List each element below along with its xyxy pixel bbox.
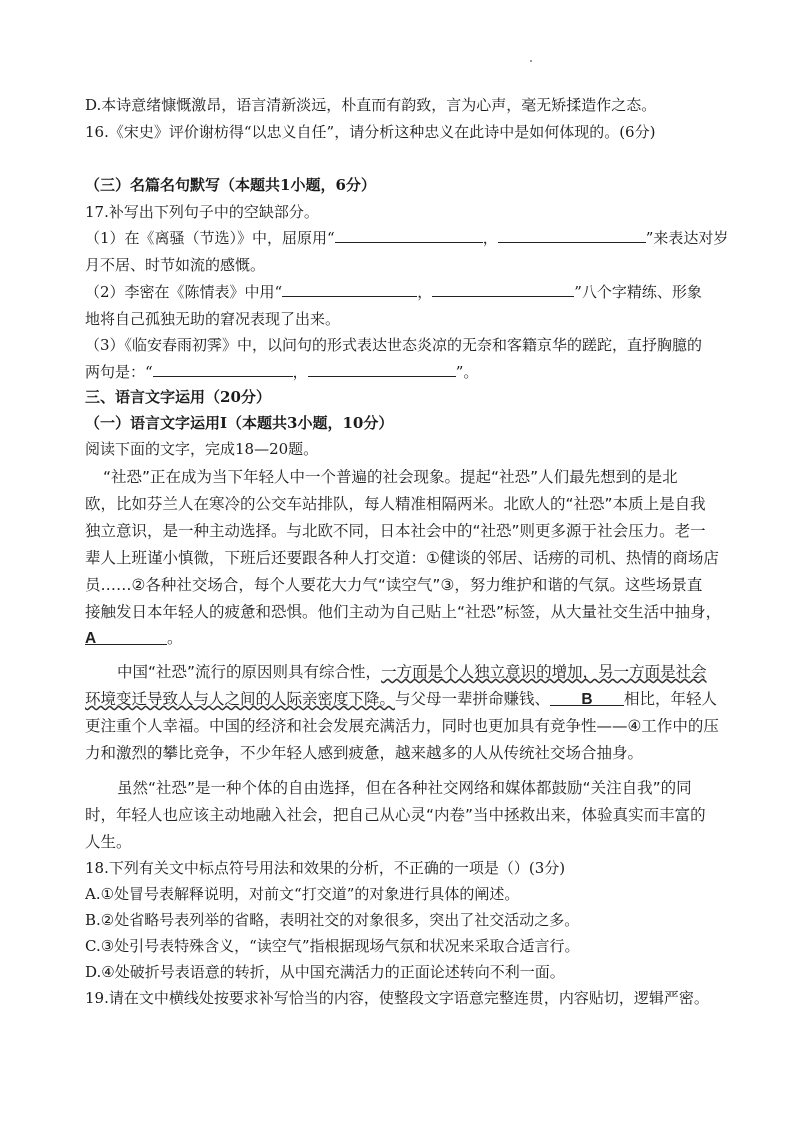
q15-option-d: D.本诗意绪慷慨激昂，语言清新淡远，朴直而有韵致，言为心声，毫无矫揉造作之态。 — [85, 96, 657, 114]
q17-2-mid: ， — [417, 283, 433, 301]
passage-p2-post: 相比，年轻人 — [624, 690, 718, 708]
q17-1-pre: （1）在《离骚（节选）》中，屈原用“ — [85, 229, 335, 247]
section-recitation-title: （三）名篇名句默写（本题共1小题，6分） — [85, 176, 376, 194]
answer-blank[interactable] — [335, 226, 483, 243]
passage-line: 员……②各种社交场合，每个人要花大力气“读空气”③，努力维护和谐的气氛。这些场景直 — [85, 576, 703, 594]
blank-b-label: B — [581, 691, 593, 708]
part3-title: 三、语言文字运用（20分） — [85, 388, 271, 406]
blank-b[interactable] — [550, 687, 624, 706]
reading-instruction: 阅读下面的文字，完成18—20题。 — [85, 440, 319, 458]
passage-line: 辈人上班谨小慎微，下班后还要跟各种人打交道：①健谈的邻居、话痨的司机、热情的商场店 — [85, 549, 719, 567]
passage-p2-line1 — [117, 660, 707, 684]
passage-line: 人生。 — [85, 833, 132, 851]
wavy-underlined-text: 一方面是个人独立意识的增加，另一方面是社会 — [381, 663, 707, 681]
question-17-1-cont: 月不居、时节如流的感慨。 — [85, 256, 266, 274]
q17-2-pre: （2）李密在《陈情表》中用“ — [85, 283, 283, 301]
question-16: 16.《宋史》评价谢枋得“以忠义自任”，请分析这种忠义在此诗中是如何体现的。(6分) — [85, 123, 656, 141]
blank-a[interactable] — [85, 626, 167, 645]
question-18-stem: 18.下列有关文中标点符号用法和效果的分析，不正确的一项是（）(3分) — [85, 859, 566, 877]
q17-3-pre: 两句是：“ — [85, 363, 153, 381]
q17-3-mid: ， — [292, 363, 308, 381]
answer-blank[interactable] — [308, 360, 456, 377]
passage-line: “社恐”正在成为当下年轻人中一个普遍的社会现象。提起“社恐”人们最先想到的是北 — [103, 468, 678, 486]
question-17-3: （3）《临安春雨初霁》中，以问句的形式表达世态炎凉的无奈和客籍京华的蹉跎，直抒胸臆的 — [85, 336, 703, 354]
passage-p1-end: 。 — [167, 629, 183, 647]
answer-blank[interactable] — [153, 360, 293, 377]
passage-p2-mid: 与父母一辈拼命赚钱、 — [395, 690, 551, 708]
passage-line: 虽然“社恐”是一种个体的自由选择，但在各种社交网络和媒体都鼓励“关注自我”的同 — [117, 779, 692, 797]
question-17-2-cont: 地将自己孤独无助的窘况表现了出来。 — [85, 310, 341, 328]
question-17-3-cont — [85, 360, 478, 384]
passage-line: 欧，比如芬兰人在寒冷的公交车站排队，每人精准相隔两米。北欧人的“社恐”本质上是自我 — [85, 495, 706, 513]
q17-3-post: ”。 — [455, 363, 479, 381]
passage-p2-line2 — [85, 687, 717, 711]
passage-line: 独立意识，是一种主动选择。与北欧不同，日本社会中的“社恐”则更多源于社会压力。老一 — [85, 522, 706, 540]
answer-blank[interactable] — [498, 226, 646, 243]
passage-blank-a-line — [85, 626, 183, 650]
passage-line: 力和激烈的攀比竞争，不少年轻人感到疲惫，越来越多的人从传统社交场合抽身。 — [85, 744, 644, 762]
q18-option-d: D.④处破折号表语意的转折，从中国充满活力的正面论述转向不利一面。 — [85, 963, 565, 981]
wavy-underlined-text: 环境变迁导致人与人之间的人际亲密度下降。 — [85, 690, 396, 708]
q17-2-post: ”八个字精练、形象 — [574, 283, 702, 301]
passage-p2-pre: 中国“社恐”流行的原因则具有综合性， — [117, 663, 382, 681]
q17-1-mid: ， — [482, 229, 498, 247]
blank-a-label: A — [85, 630, 97, 647]
q17-1-post: ”来表达对岁 — [645, 229, 729, 247]
answer-blank[interactable] — [432, 280, 574, 297]
question-17-stem: 17.补写出下列句子中的空缺部分。 — [85, 203, 319, 221]
passage-line: 接触发日本年轻人的疲惫和恐惧。他们主动为自己贴上“社恐”标签，从大量社交生活中抽身， — [85, 603, 722, 621]
question-19-stem: 19.请在文中横线处按要求补写恰当的内容，使整段文字语意完整连贯，内容贴切，逻辑严密。 — [85, 989, 709, 1007]
passage-line: 时，年轻人也应该主动地融入社会，把自己从心灵“内卷”当中拯救出来，体验真实而丰富的 — [85, 806, 706, 824]
answer-blank[interactable] — [282, 280, 417, 297]
question-17-2 — [85, 280, 702, 304]
part3-sub-title: （一）语言文字运用Ⅰ（本题共3小题，10分） — [85, 414, 394, 432]
q18-option-b: B.②处省略号表列举的省略，表明社交的对象很多，突出了社交活动之多。 — [85, 911, 580, 929]
q18-option-c: C.③处引号表特殊含义，“读空气”指根据现场气氛和状况来采取合适言行。 — [85, 937, 580, 955]
passage-line: 更注重个人幸福。中国的经济和社会发展充满活力，同时也更加具有竞争性——④工作中的压 — [85, 717, 719, 735]
question-17-1 — [85, 226, 728, 250]
q18-option-a: A.①处冒号表解释说明，对前文“打交道”的对象进行具体的阐述。 — [85, 885, 520, 903]
scan-speck — [530, 60, 532, 62]
